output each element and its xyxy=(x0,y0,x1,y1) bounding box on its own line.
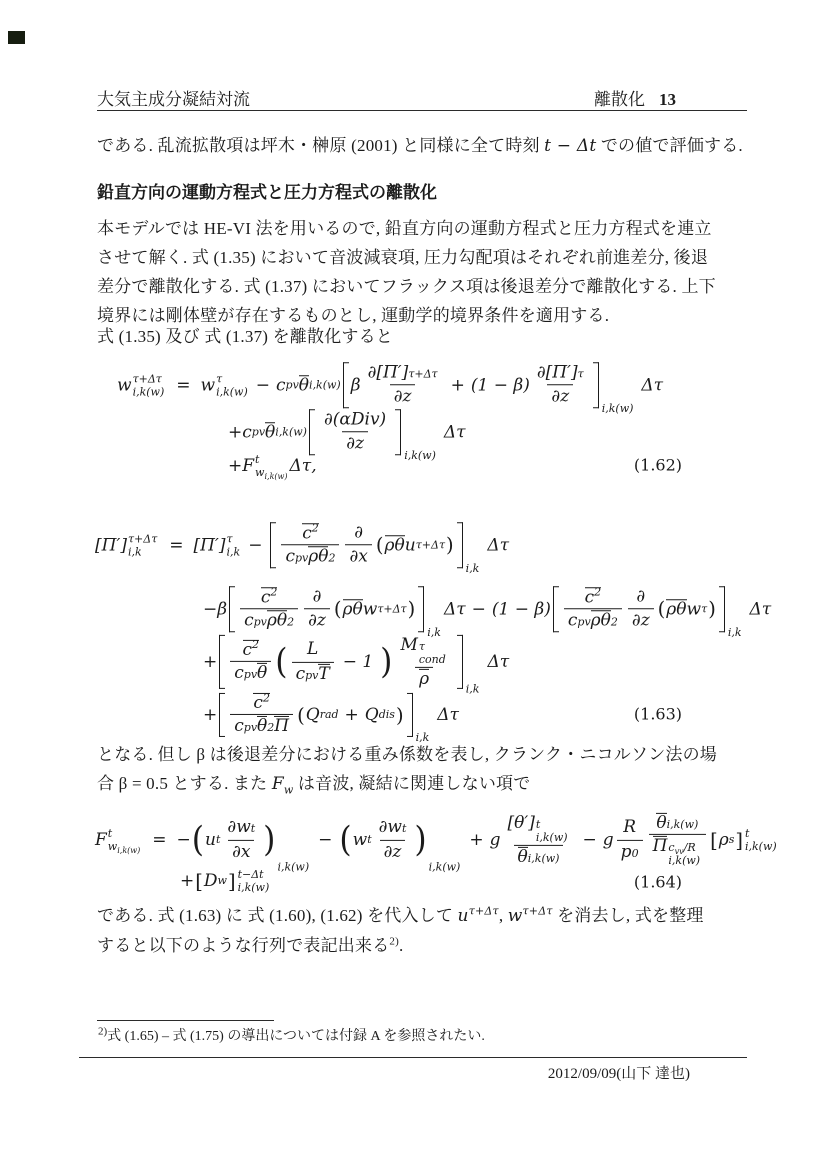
footnote xyxy=(98,1025,485,1045)
math-group xyxy=(396,634,451,667)
math-group xyxy=(230,692,293,738)
math-token: , xyxy=(498,906,508,925)
math-token: F xyxy=(271,774,284,794)
math-token: c xyxy=(302,522,312,543)
math-token: i,k(w) xyxy=(132,385,165,398)
math-group xyxy=(419,640,446,666)
math-token: i,k(w) xyxy=(601,401,634,415)
equation-1-63-line-4: + $c^2$ c pv θ 2 Π ( Q rad + Q dis ) i,k Δτ xyxy=(203,691,459,744)
math-token: θ xyxy=(600,609,611,630)
math-token: [ xyxy=(710,828,718,852)
math-token: F xyxy=(242,456,255,476)
math-token: i,k(w) xyxy=(237,881,270,894)
math-token: i,k(w) xyxy=(277,860,310,874)
math-token: Π xyxy=(274,715,290,736)
math-group xyxy=(298,522,323,544)
math-token: − xyxy=(318,830,333,850)
math-token: c xyxy=(295,663,306,684)
math-group: ∂[Π′] τ xyxy=(536,362,584,383)
math-group xyxy=(415,667,433,690)
math-token: ( xyxy=(275,642,288,682)
math-group xyxy=(261,587,278,607)
math-token: t xyxy=(744,826,750,840)
math-token: i,k(w) xyxy=(404,448,436,462)
math-token: c xyxy=(276,375,286,395)
math-group: c pv θ 2 Π xyxy=(230,714,293,738)
math-token: ρ xyxy=(666,599,677,620)
math-token: ) xyxy=(380,642,393,682)
math-token: ρ xyxy=(342,599,353,620)
math-group xyxy=(585,587,602,607)
math-token: ∂z xyxy=(380,840,406,864)
math-token: [Π′] xyxy=(193,535,226,555)
math-token: ∂z xyxy=(628,609,654,633)
math-group: c pv ρ θ 2 xyxy=(281,544,339,568)
math-token: θ xyxy=(257,662,268,683)
math-group: ∂w t xyxy=(227,817,256,838)
math-token: w xyxy=(255,466,265,479)
math-token: i,k(w) xyxy=(216,385,248,398)
math-token: g xyxy=(489,830,501,850)
math-token: t xyxy=(535,817,541,831)
scan-artifact-mark xyxy=(8,31,25,44)
right-bracket xyxy=(395,409,401,455)
math-token: τ+Δτ xyxy=(468,904,499,918)
footnote-marker: 2) xyxy=(98,1025,108,1038)
math-token: τ+Δτ xyxy=(522,904,553,918)
math-token: w xyxy=(200,375,216,395)
math-group xyxy=(230,639,271,685)
math-token: i,k xyxy=(427,625,441,639)
math-token: である. 式 (1.63) に 式 (1.60), (1.62) を代入して xyxy=(97,906,458,925)
math-token: 2) xyxy=(389,935,399,948)
equation-1-63-line-2: − β $c^2$ c pv ρ θ 2 ∂ ∂z ( ρ θ w τ+Δτ ) i,k Δτ − (1 − β) $c^2$ c pv ρ θ 2 ∂ ∂z ( ρ θ w τ ) i,k Δτ xyxy=(203,585,772,639)
math-token: c xyxy=(234,715,244,736)
math-token: τ xyxy=(226,531,233,545)
math-group xyxy=(292,638,334,686)
header-section-label: 離散化 xyxy=(594,90,645,109)
math-token: 合 β = 0.5 とする. また xyxy=(97,774,272,793)
math-token: θ xyxy=(318,545,329,566)
math-token: − xyxy=(203,599,218,619)
math-token: t xyxy=(255,452,260,466)
text-line xyxy=(97,931,704,960)
math-token: Δτ xyxy=(443,422,466,442)
math-token: ( xyxy=(657,597,666,621)
footer-rule xyxy=(79,1057,747,1058)
math-group xyxy=(617,816,643,864)
paragraph-lead-in: 式 (1.35) 及び 式 (1.37) を離散化すると xyxy=(97,327,393,346)
math-token: β xyxy=(350,375,361,395)
math-token: ρ xyxy=(718,830,729,850)
math-group xyxy=(253,693,270,713)
math-token: c xyxy=(668,840,675,854)
math-token: β xyxy=(217,599,228,619)
math-token: c xyxy=(285,545,295,566)
math-token: ∂(αDiv) xyxy=(323,409,387,430)
math-group xyxy=(257,586,282,608)
text-line: 差分で離散化する. 式 (1.37) においてフラックス項は後退差分で離散化する. 上下 xyxy=(97,277,716,296)
math-token: R xyxy=(623,817,637,838)
math-token: c xyxy=(584,586,595,607)
math-token: w xyxy=(352,830,368,850)
section-heading: 鉛直方向の運動方程式と圧力方程式の離散化 xyxy=(97,183,437,202)
math-token: [Π′] xyxy=(95,535,127,555)
math-token: ( xyxy=(339,820,352,860)
math-token: t xyxy=(107,826,113,840)
math-group: c pv ρ θ 2 xyxy=(240,608,298,632)
math-token: L xyxy=(306,639,319,660)
math-token: θ xyxy=(656,812,667,833)
footnote-rule xyxy=(97,1020,274,1021)
math-token: w xyxy=(283,783,294,797)
math-group: ∂[Π′] τ+Δτ xyxy=(367,362,438,383)
math-token: ∂ xyxy=(312,586,322,607)
math-group xyxy=(745,827,777,853)
math-token: θ xyxy=(298,375,310,396)
math-token: Δτ xyxy=(749,599,772,619)
math-group xyxy=(533,361,588,409)
math-group xyxy=(668,841,700,867)
math-token: Δτ xyxy=(487,535,510,555)
text-line: 境界には剛体壁が存在するものとし, 運動学的境界条件を適用する. xyxy=(97,306,610,325)
math-group xyxy=(581,586,606,608)
math-group: c pv T xyxy=(292,662,334,686)
math-token: τ xyxy=(418,639,425,653)
math-token: を消去し, 式を整理 xyxy=(552,906,704,925)
math-token: Q xyxy=(364,705,379,725)
math-token: ) xyxy=(407,597,416,621)
math-group xyxy=(396,634,451,690)
footnote-text: 式 (1.65) – 式 (1.75) の導出については付録 A を参照されたい. xyxy=(107,1029,485,1044)
math-token: である. 乱流拡散項は坪木・榊原 (2001) と同様に全て時刻 xyxy=(97,136,545,155)
math-token: w xyxy=(117,375,132,395)
math-token: c xyxy=(260,586,271,607)
right-bracket xyxy=(418,586,424,632)
math-group xyxy=(302,523,319,543)
math-token: Π xyxy=(652,835,668,856)
math-token: [ xyxy=(195,869,203,893)
math-token: ρ xyxy=(419,669,430,690)
math-token: i,k xyxy=(465,682,480,696)
math-token: θ xyxy=(517,847,528,868)
math-token: i,k(w) xyxy=(117,846,141,856)
math-group xyxy=(107,826,141,856)
equation-number-1-63: (1.63) xyxy=(633,704,682,724)
math-token: i,k xyxy=(226,545,241,558)
math-token: vv xyxy=(674,846,684,856)
math-group xyxy=(536,818,568,844)
left-bracket xyxy=(553,586,559,632)
math-token: [θ′] xyxy=(507,812,535,833)
math-token: = xyxy=(176,375,191,395)
math-group: p 0 xyxy=(617,840,643,864)
math-token: ] xyxy=(227,869,236,893)
math-token: t−Δt xyxy=(237,867,264,881)
paragraph-intro xyxy=(97,131,743,161)
math-token: (1 − β) xyxy=(470,375,530,395)
math-token: ρ xyxy=(266,609,277,630)
math-token: ] xyxy=(735,828,743,852)
math-token: θ xyxy=(676,599,687,620)
header-running-title: 大気主成分凝結対流 xyxy=(97,90,250,109)
math-group xyxy=(227,532,241,558)
math-token: . xyxy=(398,936,404,955)
math-token: ) xyxy=(263,820,276,860)
math-token: − xyxy=(471,599,486,619)
math-group xyxy=(239,639,264,661)
math-token: θ xyxy=(257,715,268,736)
math-token: i,k xyxy=(415,730,430,744)
right-bracket xyxy=(593,362,599,408)
math-token: Q xyxy=(305,705,320,725)
math-token: τ+Δτ xyxy=(127,531,158,545)
math-token: /R xyxy=(683,840,696,854)
math-token: p xyxy=(620,841,632,862)
header-section-title xyxy=(594,85,676,110)
math-group xyxy=(564,586,622,632)
paragraph-closing xyxy=(97,901,704,960)
math-token: τ+Δτ xyxy=(132,371,162,385)
math-token: ∂z xyxy=(342,432,368,456)
math-token: c xyxy=(234,662,244,683)
paragraph-beta xyxy=(97,740,717,799)
math-token: ∂w xyxy=(227,817,251,838)
math-group xyxy=(240,586,298,632)
right-bracket xyxy=(407,693,413,737)
left-bracket xyxy=(309,409,315,455)
text-line: させて解く. 式 (1.35) において音波減衰項, 圧力勾配項はそれぞれ前進差分, 後退 xyxy=(97,248,709,267)
math-token: w xyxy=(107,840,118,853)
equation-number-1-62: (1.62) xyxy=(633,455,682,475)
math-token: + xyxy=(203,705,218,725)
math-token: − xyxy=(255,375,270,395)
right-bracket xyxy=(457,522,463,568)
math-token: ) xyxy=(708,597,716,621)
math-token: (1 − β) xyxy=(491,599,551,619)
math-token: ρ xyxy=(308,545,319,566)
math-token: Δτ, xyxy=(289,456,317,476)
left-bracket xyxy=(219,635,225,689)
math-token: 2 xyxy=(252,638,260,652)
left-bracket xyxy=(270,522,276,568)
math-token: + xyxy=(469,830,484,850)
math-token: i,k xyxy=(465,561,480,575)
math-token: w xyxy=(507,906,523,926)
math-group xyxy=(255,452,288,482)
math-token: cond xyxy=(418,653,446,667)
math-token: i,k(w) xyxy=(428,860,461,874)
math-token: ) xyxy=(446,533,454,557)
math-token: F xyxy=(95,830,107,850)
math-token: + xyxy=(203,652,218,672)
math-token: 2 xyxy=(270,585,278,599)
math-token: u xyxy=(205,830,216,850)
math-group: θ i,k(w) xyxy=(514,845,564,868)
math-token: c xyxy=(242,639,253,660)
math-token: D xyxy=(203,871,218,891)
paragraph-method xyxy=(97,214,716,330)
math-token: ( xyxy=(191,820,205,860)
math-group xyxy=(375,816,411,864)
math-group xyxy=(128,532,157,558)
math-token: w xyxy=(362,599,378,619)
math-token: − xyxy=(176,830,191,850)
math-token: c xyxy=(244,609,254,630)
math-token: ) xyxy=(395,703,404,727)
math-token: ) xyxy=(414,820,427,860)
math-token: i,k(w) xyxy=(744,840,777,853)
math-group xyxy=(345,521,371,569)
text-line: となる. 但し β は後退差分における重み係数を表し, クランク・ニコルソン法の場 xyxy=(97,745,718,764)
math-token: ∂[Π′] xyxy=(536,362,578,383)
math-token: − xyxy=(248,535,263,555)
math-group xyxy=(503,812,573,868)
math-token: u xyxy=(457,906,469,926)
math-token: ∂z xyxy=(304,609,330,633)
math-token: は音波, 凝結に関連しない項で xyxy=(293,774,531,793)
math-token: i,k(w) xyxy=(668,853,701,867)
math-token: ∂[Π′] xyxy=(367,362,409,383)
math-token: c xyxy=(567,609,578,630)
math-token: 2 xyxy=(311,521,319,535)
math-group xyxy=(255,466,288,482)
header-rule xyxy=(97,110,747,111)
equation-1-62-line-1: w τ+Δτ i,k(w) = w τ i,k(w) − c pv θ i,k(w) β ∂[Π′] τ+Δτ ∂z + (1 − β) ∂[Π′] τ ∂z i,k(w) Δτ xyxy=(117,362,664,415)
math-token: M xyxy=(400,634,418,655)
right-bracket xyxy=(719,586,725,632)
math-token: 2 xyxy=(262,691,270,705)
math-token: i,k xyxy=(727,625,742,639)
math-group xyxy=(223,816,259,864)
math-group xyxy=(133,372,165,398)
math-token: ( xyxy=(375,533,384,557)
math-group xyxy=(238,868,270,894)
math-token: c xyxy=(242,422,252,442)
math-token: θ xyxy=(352,599,363,620)
math-group xyxy=(281,522,339,568)
math-token: θ xyxy=(394,535,405,556)
right-bracket xyxy=(457,635,463,689)
math-token: + xyxy=(228,422,243,442)
equation-number-1-64: (1.64) xyxy=(633,872,682,892)
math-token: − xyxy=(582,830,597,850)
math-token: = xyxy=(152,830,167,850)
equation-1-62-line-3 xyxy=(228,452,317,482)
left-bracket xyxy=(229,586,235,632)
math-token: t − Δt xyxy=(544,136,597,156)
math-token: + xyxy=(344,705,359,725)
math-token: ( xyxy=(333,597,342,621)
math-group: c pv ρ θ 2 xyxy=(564,608,622,632)
math-group: θ i,k(w) xyxy=(656,812,699,833)
math-token: ∂z xyxy=(390,385,416,409)
math-group xyxy=(628,585,654,633)
math-group: ∂w t xyxy=(378,817,407,838)
math-token: τ xyxy=(216,371,223,385)
math-group xyxy=(243,640,260,660)
math-group xyxy=(216,372,248,398)
text-line xyxy=(97,901,704,931)
math-token: T xyxy=(318,663,330,684)
math-group xyxy=(320,408,390,456)
math-token: ρ xyxy=(384,535,395,556)
math-token: + xyxy=(450,375,465,395)
math-token: i,k(w) xyxy=(535,831,568,845)
equation-1-62-line-2: + c pv θ i,k(w) ∂(αDiv) ∂z i,k(w) Δτ xyxy=(228,409,466,462)
math-group xyxy=(503,812,573,845)
text-line: 本モデルでは HE-VI 法を用いるので, 鉛直方向の運動方程式と圧力方程式を連立 xyxy=(97,219,712,238)
left-bracket xyxy=(343,362,349,408)
footer-date: 2012/09/09(山下 達也) xyxy=(547,1066,690,1082)
math-token: ∂x xyxy=(345,545,371,569)
math-token: での値で評価する. xyxy=(596,136,743,155)
math-token: = xyxy=(169,535,184,555)
math-token: ∂w xyxy=(378,817,402,838)
math-token: u xyxy=(404,535,416,555)
math-token: Δτ xyxy=(487,652,510,672)
math-group xyxy=(249,692,274,714)
math-token: w xyxy=(686,599,702,619)
equation-1-64-line-1: F t $w_{i,k(w)}$ = − ( u t ∂w t ∂x ) i,k(w) − ( w t ∂w t ∂z ) i,k(w) + g [θ′] t i,k(w) θ i,k(w) − g R p 0 θ i,k(w) Π $c_{vv}/R$ i,k(w) [ ρ s ] t i,k(w) xyxy=(95,812,777,874)
math-group xyxy=(649,812,707,868)
left-bracket xyxy=(219,693,225,737)
math-group xyxy=(668,841,695,854)
math-token: Δτ xyxy=(443,599,466,619)
math-token: g xyxy=(602,830,614,850)
math-token: i,k(w) xyxy=(264,472,288,482)
math-token: − 1 xyxy=(342,652,374,672)
math-group xyxy=(107,840,141,856)
page-number: 13 xyxy=(659,90,676,109)
math-group: c pv θ xyxy=(230,661,271,685)
math-token: ∂z xyxy=(547,385,573,409)
math-token: ρ xyxy=(590,609,601,630)
math-token: + xyxy=(180,871,195,891)
math-token: + xyxy=(228,456,243,476)
math-token: c xyxy=(253,692,263,713)
math-token: ∂x xyxy=(228,840,254,864)
text-line xyxy=(97,769,717,799)
equation-1-63-line-3 xyxy=(203,634,510,696)
math-group xyxy=(364,361,442,409)
equation-1-63-line-1: [Π′] τ+Δτ i,k = [Π′] τ i,k − $c^2$ c pv ρ θ 2 ∂ ∂x ( ρ θ u τ+Δτ ) i,k Δτ xyxy=(95,521,510,575)
math-token: ∂ xyxy=(354,522,364,543)
math-token: すると以下のような行列で表記出来る xyxy=(97,936,390,955)
math-group xyxy=(649,834,707,868)
math-token: ∂ xyxy=(636,586,646,607)
math-token: Δτ xyxy=(641,375,664,395)
math-token: 2 xyxy=(594,585,602,599)
math-token: θ xyxy=(265,422,276,443)
math-token: θ xyxy=(276,609,288,630)
math-token: ( xyxy=(297,703,305,727)
math-group xyxy=(304,585,330,633)
math-token: Δτ xyxy=(437,705,459,725)
math-token: i,k xyxy=(127,545,142,558)
equation-1-64-line-2: + [ D w ] t−Δt i,k(w) xyxy=(180,867,270,894)
